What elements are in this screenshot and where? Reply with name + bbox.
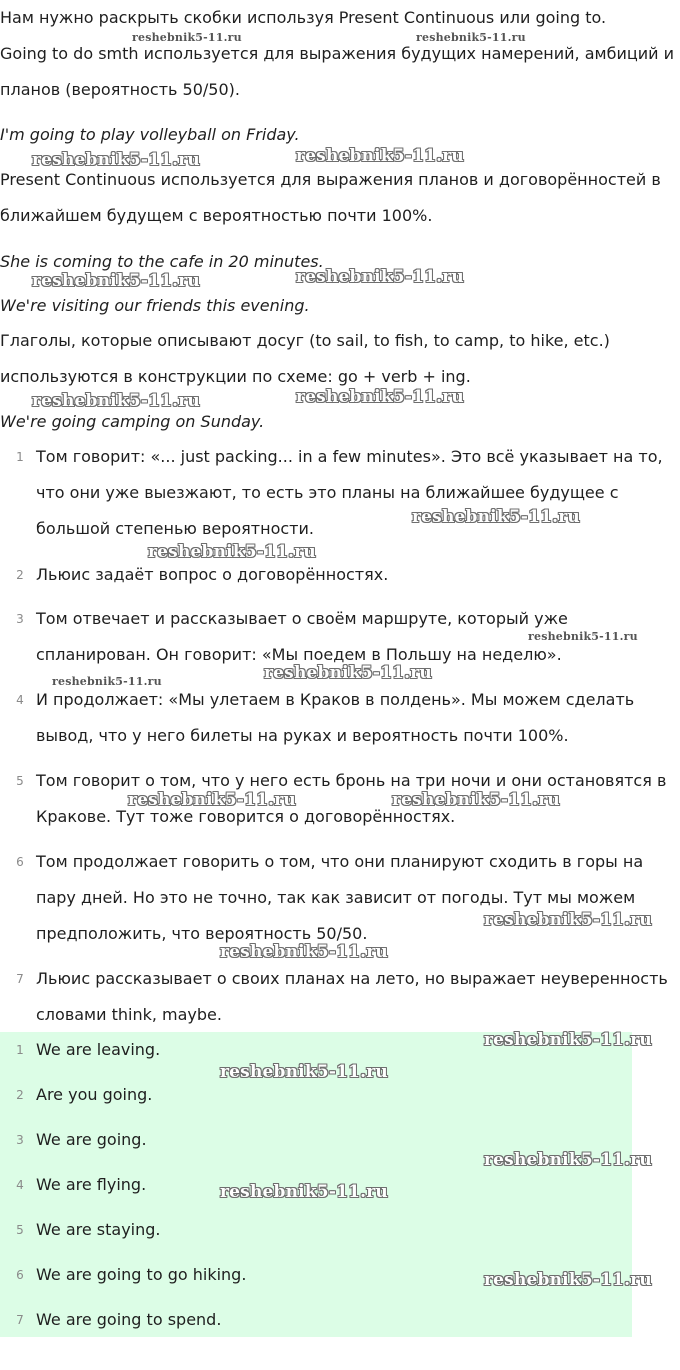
watermark: reshebnik5-11.ru [484, 1270, 652, 1290]
intro-line-2: Going to do smth используется для выражения будущих намерений, амбиций и [0, 44, 675, 63]
watermark: reshebnik5-11.ru [296, 387, 464, 407]
watermark: reshebnik5-11.ru [128, 790, 296, 810]
watermark: reshebnik5-11.ru [484, 1150, 652, 1170]
watermark: reshebnik5-11.ru [416, 31, 526, 44]
watermark: reshebnik5-11.ru [32, 391, 200, 411]
item-line: словами think, maybe. [36, 1005, 222, 1024]
item-line: Льюис рассказывает о своих планах на лето, но выражает неуверенность [36, 969, 668, 988]
answer-number: 5 [16, 1223, 24, 1237]
watermark: reshebnik5-11.ru [528, 630, 638, 643]
pc-line-1: Present Continuous используется для выражения планов и договорённостей в [0, 170, 661, 189]
watermark: reshebnik5-11.ru [264, 663, 432, 683]
item-line: И продолжает: «Мы улетаем в Краков в полдень». Мы можем сделать [36, 690, 635, 709]
answer-text: We are flying. [36, 1175, 147, 1194]
answer-text: We are staying. [36, 1220, 161, 1239]
answer-number: 2 [16, 1088, 24, 1102]
item-line: Том говорит о том, что у него есть бронь на три ночи и они остановятся в [36, 771, 667, 790]
watermark: reshebnik5-11.ru [392, 790, 560, 810]
item-line: Кракове. Тут тоже говорится о договорённостях. [36, 807, 456, 826]
watermark: reshebnik5-11.ru [412, 507, 580, 527]
item-line: пару дней. Но это не точно, так как зависит от погоды. Тут мы можем [36, 888, 636, 907]
intro-line-1: Нам нужно раскрыть скобки используя Present Continuous или going to. [0, 8, 607, 27]
item-number: 6 [16, 855, 24, 869]
item-number: 5 [16, 774, 24, 788]
intro-line-3: планов (вероятность 50/50). [0, 80, 240, 99]
watermark: reshebnik5-11.ru [148, 542, 316, 562]
watermark: reshebnik5-11.ru [32, 271, 200, 291]
item-line: Том говорит: «... just packing... in a few minutes». Это всё указывает на то, [36, 447, 663, 466]
watermark: reshebnik5-11.ru [296, 146, 464, 166]
example-pc-2: We're visiting our friends this evening. [0, 296, 310, 315]
watermark: reshebnik5-11.ru [220, 942, 388, 962]
answer-text: We are going. [36, 1130, 147, 1149]
item-number: 3 [16, 612, 24, 626]
item-line: предположить, что вероятность 50/50. [36, 924, 368, 943]
item-line: Том отвечает и рассказывает о своём маршруте, который уже [36, 609, 568, 628]
pc-line-2: ближайшем будущем с вероятностью почти 100%. [0, 206, 433, 225]
item-line: что они уже выезжают, то есть это планы на ближайшее будущее с [36, 483, 619, 502]
answer-number: 3 [16, 1133, 24, 1147]
watermark: reshebnik5-11.ru [484, 1030, 652, 1050]
answer-number: 6 [16, 1268, 24, 1282]
example-leisure: We're going camping on Sunday. [0, 412, 265, 431]
leisure-line-1: Глаголы, которые описывают досуг (to sail, to fish, to camp, to hike, etc.) [0, 331, 610, 350]
watermark: reshebnik5-11.ru [32, 150, 200, 170]
example-going-to: I'm going to play volleyball on Friday. [0, 125, 300, 144]
item-number: 7 [16, 972, 24, 986]
answer-text: Are you going. [36, 1085, 153, 1104]
item-number: 2 [16, 568, 24, 582]
item-line: вывод, что у него билеты на руках и вероятность почти 100%. [36, 726, 569, 745]
answer-text: We are going to go hiking. [36, 1265, 247, 1284]
item-line: спланирован. Он говорит: «Мы поедем в Польшу на неделю». [36, 645, 562, 664]
watermark: reshebnik5-11.ru [220, 1182, 388, 1202]
item-number: 1 [16, 450, 24, 464]
item-line: большой степенью вероятности. [36, 519, 314, 538]
answer-text: We are leaving. [36, 1040, 161, 1059]
item-line: Льюис задаёт вопрос о договорённостях. [36, 565, 389, 584]
answer-number: 4 [16, 1178, 24, 1192]
answer-number: 1 [16, 1043, 24, 1057]
example-pc-1: She is coming to the cafe in 20 minutes. [0, 252, 324, 271]
item-line: Том продолжает говорить о том, что они планируют сходить в горы на [36, 852, 644, 871]
watermark: reshebnik5-11.ru [220, 1062, 388, 1082]
answer-text: We are going to spend. [36, 1310, 222, 1329]
watermark: reshebnik5-11.ru [52, 675, 162, 688]
watermark: reshebnik5-11.ru [132, 31, 242, 44]
answer-number: 7 [16, 1313, 24, 1327]
watermark: reshebnik5-11.ru [484, 910, 652, 930]
watermark: reshebnik5-11.ru [296, 267, 464, 287]
leisure-line-2: используются в конструкции по схеме: go + verb + ing. [0, 367, 471, 386]
item-number: 4 [16, 693, 24, 707]
